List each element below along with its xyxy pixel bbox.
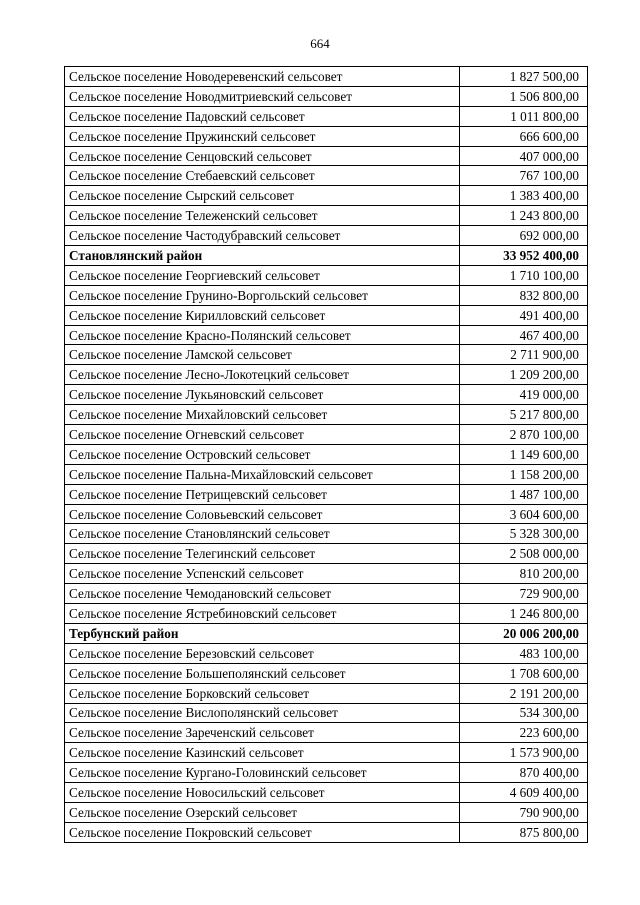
table-row <box>65 822 588 842</box>
amount-cell: 483 100,00 <box>460 643 588 663</box>
settlement-name-cell: Сельское поселение Ястребиновский сельсовет <box>65 604 460 624</box>
table-row <box>65 285 588 305</box>
table-row <box>65 743 588 763</box>
amount-cell: 810 200,00 <box>460 564 588 584</box>
table-row <box>65 783 588 803</box>
district-total-row <box>65 623 588 643</box>
table-row <box>65 683 588 703</box>
amount-cell: 419 000,00 <box>460 385 588 405</box>
settlement-name-cell: Сельское поселение Георгиевский сельсовет <box>65 265 460 285</box>
settlement-name-cell: Сельское поселение Казинский сельсовет <box>65 743 460 763</box>
table-row <box>65 186 588 206</box>
table-row <box>65 305 588 325</box>
table-row <box>65 265 588 285</box>
amount-cell: 223 600,00 <box>460 723 588 743</box>
table-row <box>65 365 588 385</box>
amount-cell: 407 000,00 <box>460 146 588 166</box>
table-row <box>65 584 588 604</box>
amount-cell: 467 400,00 <box>460 325 588 345</box>
amount-cell: 790 900,00 <box>460 802 588 822</box>
amount-cell: 2 870 100,00 <box>460 425 588 445</box>
table-row <box>65 405 588 425</box>
settlement-name-cell: Сельское поселение Зареченский сельсовет <box>65 723 460 743</box>
settlement-name-cell: Сельское поселение Тележенский сельсовет <box>65 206 460 226</box>
settlement-name-cell: Сельское поселение Новосильский сельсовет <box>65 783 460 803</box>
amount-cell: 20 006 200,00 <box>460 623 588 643</box>
table-row <box>65 524 588 544</box>
table-row <box>65 703 588 723</box>
amount-cell: 1 243 800,00 <box>460 206 588 226</box>
amount-cell: 5 328 300,00 <box>460 524 588 544</box>
settlement-name-cell: Сельское поселение Петрищевский сельсовет <box>65 484 460 504</box>
table-row <box>65 146 588 166</box>
settlement-name-cell: Сельское поселение Соловьевский сельсовет <box>65 504 460 524</box>
settlement-name-cell: Сельское поселение Кирилловский сельсовет <box>65 305 460 325</box>
page-number: 664 <box>310 36 330 51</box>
amount-cell: 1 708 600,00 <box>460 663 588 683</box>
table-row <box>65 504 588 524</box>
table-row <box>65 464 588 484</box>
settlement-name-cell: Сельское поселение Большеполянский сельсовет <box>65 663 460 683</box>
settlement-name-cell: Сельское поселение Новодмитриевский сельсовет <box>65 86 460 106</box>
amount-cell: 832 800,00 <box>460 285 588 305</box>
amount-cell: 1 149 600,00 <box>460 444 588 464</box>
budget-table <box>64 66 588 843</box>
table-row <box>65 763 588 783</box>
settlement-name-cell: Сельское поселение Вислополянский сельсовет <box>65 703 460 723</box>
settlement-name-cell: Сельское поселение Кургано-Головинский сельсовет <box>65 763 460 783</box>
table-row <box>65 425 588 445</box>
amount-cell: 3 604 600,00 <box>460 504 588 524</box>
settlement-name-cell: Сельское поселение Сырский сельсовет <box>65 186 460 206</box>
table-row <box>65 723 588 743</box>
table-row <box>65 643 588 663</box>
table-row <box>65 206 588 226</box>
amount-cell: 1 573 900,00 <box>460 743 588 763</box>
table-row <box>65 385 588 405</box>
table-row <box>65 166 588 186</box>
settlement-name-cell: Сельское поселение Лесно-Локотецкий сельсовет <box>65 365 460 385</box>
table-row <box>65 86 588 106</box>
settlement-name-cell: Сельское поселение Красно-Полянский сельсовет <box>65 325 460 345</box>
table-row <box>65 67 588 87</box>
amount-cell: 692 000,00 <box>460 226 588 246</box>
amount-cell: 33 952 400,00 <box>460 246 588 266</box>
amount-cell: 4 609 400,00 <box>460 783 588 803</box>
amount-cell: 2 508 000,00 <box>460 544 588 564</box>
amount-cell: 1 710 100,00 <box>460 265 588 285</box>
table-row <box>65 325 588 345</box>
table-row <box>65 226 588 246</box>
settlement-name-cell: Сельское поселение Становлянский сельсовет <box>65 524 460 544</box>
amount-cell: 1 506 800,00 <box>460 86 588 106</box>
settlement-name-cell: Сельское поселение Сенцовский сельсовет <box>65 146 460 166</box>
settlement-name-cell: Сельское поселение Пальна-Михайловский сельсовет <box>65 464 460 484</box>
settlement-name-cell: Сельское поселение Покровский сельсовет <box>65 822 460 842</box>
amount-cell: 534 300,00 <box>460 703 588 723</box>
settlement-name-cell: Сельское поселение Стебаевский сельсовет <box>65 166 460 186</box>
table-row <box>65 126 588 146</box>
amount-cell: 1 246 800,00 <box>460 604 588 624</box>
settlement-name-cell: Сельское поселение Грунино-Воргольский сельсовет <box>65 285 460 305</box>
amount-cell: 2 711 900,00 <box>460 345 588 365</box>
settlement-name-cell: Сельское поселение Новодеревенский сельсовет <box>65 67 460 87</box>
table-row <box>65 484 588 504</box>
settlement-name-cell: Сельское поселение Телегинский сельсовет <box>65 544 460 564</box>
settlement-name-cell: Сельское поселение Озерский сельсовет <box>65 802 460 822</box>
table-row <box>65 544 588 564</box>
table-row <box>65 345 588 365</box>
settlement-name-cell: Сельское поселение Ламской сельсовет <box>65 345 460 365</box>
amount-cell: 491 400,00 <box>460 305 588 325</box>
amount-cell: 1 158 200,00 <box>460 464 588 484</box>
settlement-name-cell: Сельское поселение Березовский сельсовет <box>65 643 460 663</box>
settlement-name-cell: Сельское поселение Лукьяновский сельсовет <box>65 385 460 405</box>
district-name-cell: Тербунский район <box>65 623 460 643</box>
table-row <box>65 106 588 126</box>
amount-cell: 1 011 800,00 <box>460 106 588 126</box>
amount-cell: 875 800,00 <box>460 822 588 842</box>
table-row <box>65 564 588 584</box>
settlement-name-cell: Сельское поселение Михайловский сельсовет <box>65 405 460 425</box>
amount-cell: 767 100,00 <box>460 166 588 186</box>
settlement-name-cell: Сельское поселение Борковский сельсовет <box>65 683 460 703</box>
table-row <box>65 444 588 464</box>
amount-cell: 870 400,00 <box>460 763 588 783</box>
amount-cell: 1 383 400,00 <box>460 186 588 206</box>
table-row <box>65 604 588 624</box>
settlement-name-cell: Сельское поселение Успенский сельсовет <box>65 564 460 584</box>
amount-cell: 666 600,00 <box>460 126 588 146</box>
settlement-name-cell: Сельское поселение Частодубравский сельсовет <box>65 226 460 246</box>
table-row <box>65 802 588 822</box>
settlement-name-cell: Сельское поселение Чемодановский сельсовет <box>65 584 460 604</box>
amount-cell: 5 217 800,00 <box>460 405 588 425</box>
settlement-name-cell: Сельское поселение Падовский сельсовет <box>65 106 460 126</box>
amount-cell: 729 900,00 <box>460 584 588 604</box>
amount-cell: 2 191 200,00 <box>460 683 588 703</box>
amount-cell: 1 209 200,00 <box>460 365 588 385</box>
budget-table-body <box>65 67 588 843</box>
amount-cell: 1 487 100,00 <box>460 484 588 504</box>
settlement-name-cell: Сельское поселение Пружинский сельсовет <box>65 126 460 146</box>
district-total-row <box>65 246 588 266</box>
district-name-cell: Становлянский район <box>65 246 460 266</box>
amount-cell: 1 827 500,00 <box>460 67 588 87</box>
settlement-name-cell: Сельское поселение Островский сельсовет <box>65 444 460 464</box>
settlement-name-cell: Сельское поселение Огневский сельсовет <box>65 425 460 445</box>
table-row <box>65 663 588 683</box>
